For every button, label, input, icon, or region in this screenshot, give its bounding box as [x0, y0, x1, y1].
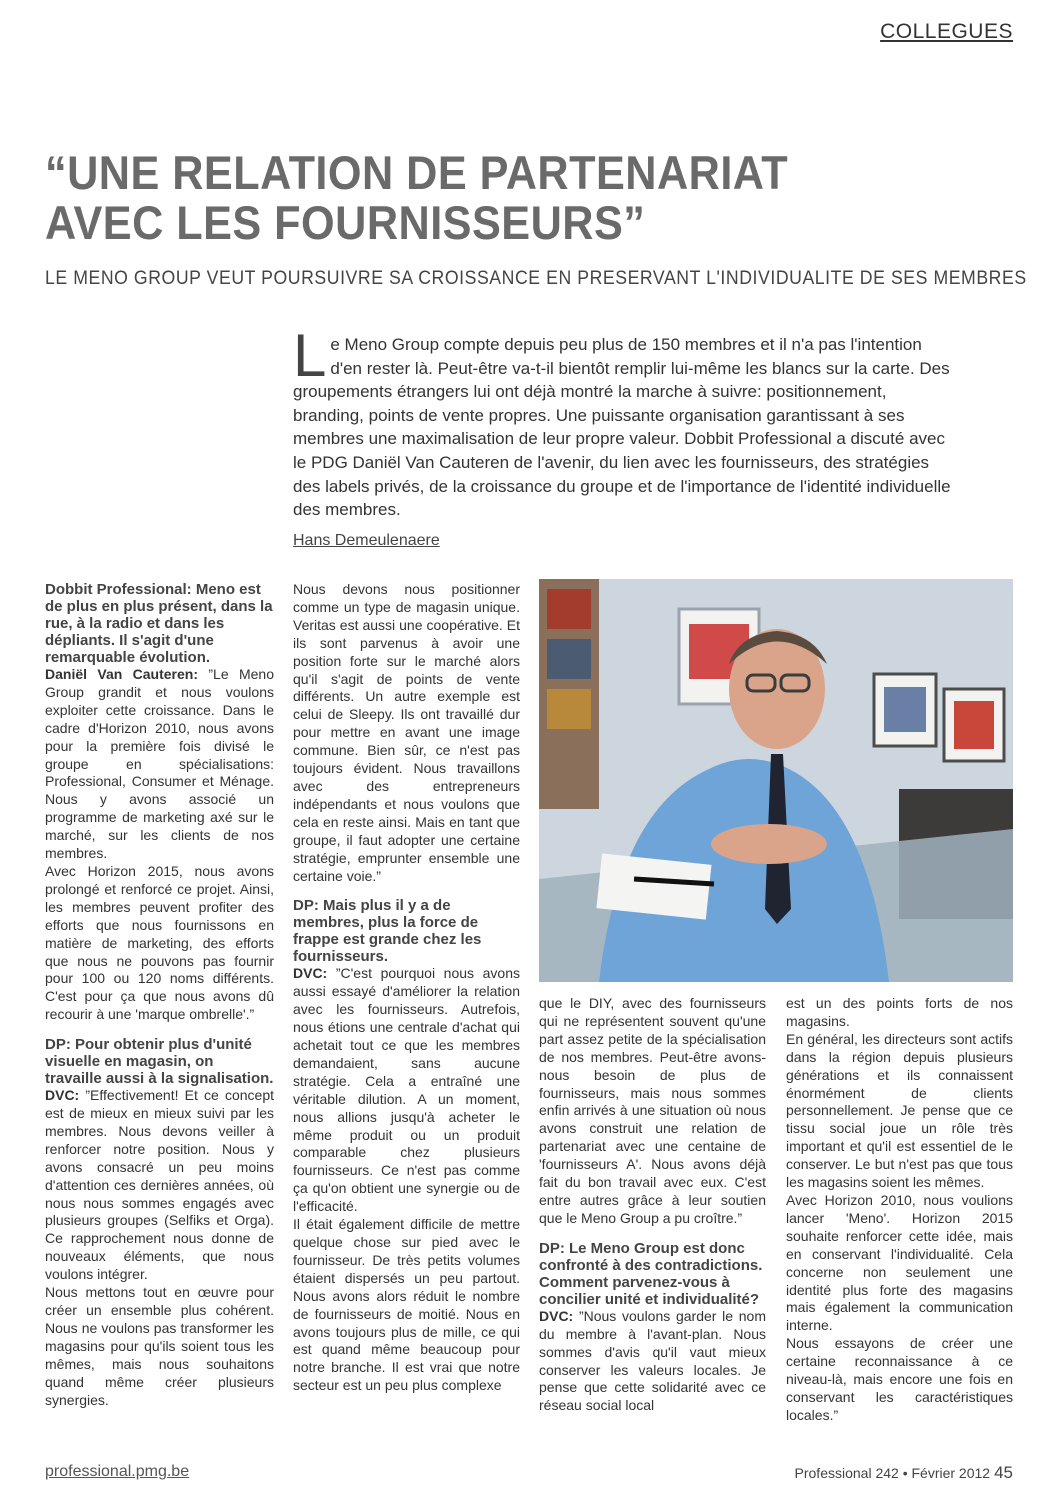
answer-3-paragraph-2: Il était également difficile de mettre quelque chose sur pied avec le fournisseur. De très petits volumes étaient dispersés un peu partout. Nous avons alors réduit le nombre de fournisseurs de moitié. Nous en avons toujours plus de mille, ce qui est quand même beaucoup pour notre branche. Il est vrai que notre secteur est un peu plus complexe: [293, 1216, 520, 1394]
column-2: [293, 581, 520, 1395]
question-1: Dobbit Professional: Meno est de plus en plus présent, dans la rue, à la radio et dans les dépliants. Il s'agit d'une remarquable évolution.: [45, 581, 273, 666]
answer-text: ”C'est pourquoi nous avons aussi essayé d'améliorer la relation avec les fournisseurs. Autrefois, nous étions une centrale d'achat qui achetait tout ce que les membres demandaient, sans aucune stratégie. Cela a entraîné une véritable dilution. A un moment, nous allions jusqu'à acheter le même produit ou un produit comparable chez plusieurs fournisseurs. Ce n'est pas comme ça qu'on obtient une synergie ou de l'efficacité.: [293, 965, 520, 1215]
footer-issue: [795, 1463, 1013, 1483]
section-label: COLLEGUES: [880, 20, 1013, 43]
column-1: [45, 581, 274, 1409]
answer-text: ”Le Meno Group grandit et nous voulons exploiter cette croissance. Dans le cadre d'Horizon 2010, nous avons pour la première fois divisé le groupe en spécialisations: Professional, Consumer et Ménage. Nous y avons associé un programme de marketing axé sur le marché, sur les clients de nos membres.: [45, 666, 274, 862]
article-subtitle: LE MENO GROUP VEUT POURSUIVRE SA CROISSANCE EN PRESERVANT L'INDIVIDUALITE DE SES MEMBRES: [45, 268, 1027, 289]
portrait-illustration: [539, 579, 1013, 982]
column-4: [786, 995, 1013, 1425]
question-3: DP: Mais plus il y a de membres, plus la force de frappe est grande chez les fournisseurs.: [293, 897, 482, 966]
drop-cap: L: [293, 322, 327, 389]
column-3: [539, 995, 766, 1415]
issue-info: Professional 242 • Février 2012: [794, 1465, 991, 1481]
paragraph: Avec Horizon 2010, nous voulions lancer 'Meno'. Horizon 2015 souhaite renforcer cette idée, mais en conservant l'individualité. Cela concerne non seulement une identité plus forte des magasins mais également la communication interne.: [786, 1191, 1013, 1334]
lead-text: e Meno Group compte depuis peu plus de 150 membres et il n'a pas l'intention d'en rester là. Peut-être va-t-il bientôt remplir lui-même les blancs sur la carte. Des groupements étrangers lui ont déjà montré la marche à suivre: positionnement, branding, points de vente propres. Une puissante organisation garantissant à ses membres une maximalisation de leur propre valeur. Dobbit Professional a discuté avec le PDG Daniël Van Cauteren de l'avenir, du lien avec les fournisseurs, des stratégies des labels privés, de la croissance du groupe et de l'importance de l'identité individuelle des membres.: [293, 335, 951, 520]
answer-1: [45, 666, 274, 863]
speaker-label: DVC:: [45, 1087, 80, 1104]
title-line-1: “UNE RELATION DE PARTENARIAT: [45, 146, 789, 199]
footer-website-link[interactable]: professional.pmg.be: [45, 1463, 190, 1480]
paragraph: Nous essayons de créer une certaine reconnaissance à ce niveau-là, mais encore une fois en conservant les caractéristiques locales.”: [786, 1335, 1013, 1423]
page-number: 45: [994, 1463, 1013, 1482]
answer-text: ”Effectivement! Et ce concept est de mieux en mieux suivi par les membres. Nous devons veiller à renforcer notre position. Nous y avons consacré un peu moins d'attention ces dernières années, où nous nous sommes engagés avec plusieurs groupes (Selfiks et Orga). Ce rapprochement nous donne de nouveaux éléments, que nous voulons intégrer.: [45, 1087, 274, 1283]
question-2: DP: Pour obtenir plus d'unité visuelle en magasin, on travaille aussi à la signalisation.: [45, 1036, 274, 1088]
answer-2-paragraph-2: Nous mettons tout en œuvre pour créer un ensemble plus cohérent. Nous ne voulons pas transformer les magasins pour qu'ils soient tous les mêmes, mais nous souhaitons quand même créer plusieurs synergies.: [45, 1284, 274, 1408]
portrait-photo: [539, 579, 1013, 982]
answer-3: [293, 965, 520, 1216]
answer-2: [45, 1087, 274, 1284]
paragraph: est un des points forts de nos magasins.: [786, 995, 1013, 1029]
question-4: DP: Le Meno Group est donc confronté à des contradictions. Comment parvenez-vous à concilier unité et individualité?: [539, 1239, 763, 1308]
article-title: [45, 148, 947, 248]
title-line-2: AVEC LES FOURNISSEURS”: [45, 196, 646, 249]
speaker-label: DVC:: [293, 965, 328, 982]
answer-4: [539, 1308, 766, 1415]
speaker-label: Daniël Van Cauteren:: [45, 666, 198, 682]
speaker-label: DVC:: [539, 1307, 574, 1324]
author-byline: Hans Demeulenaere: [293, 532, 440, 549]
answer-1-paragraph-2: Avec Horizon 2015, nous avons prolongé et renforcé ce projet. Ainsi, les membres peuvent profiter des efforts que nous fournissons en matière de marketing, des efforts que nous ne pouvons pas fournir pour 100 ou 120 noms différents. C'est pour ça que nous avons dû recourir à une 'marque ombrelle'.”: [45, 862, 274, 1023]
paragraph: En général, les directeurs sont actifs dans la région depuis plusieurs générations et ils connaissent énormément de clients personnellement. Je pense que ce tissu social joue un rôle très important et qu'il est essentiel de le conserver. Le but n'est pas que tous les magasins soient les mêmes.: [786, 1030, 1013, 1191]
paragraph: Nous devons nous positionner comme un type de magasin unique. Veritas est aussi une coopérative. Et ils sont parvenus à avoir une position forte sur le marché alors qu'il s'agit de points de vente différents. Un autre exemple est celui de Sleepy. Ils ont travaillé dur pour mettre en avant une image commune. Bien sûr, ce n'est pas toujours évident. Nous travaillons avec des entrepreneurs indépendants et nous voulons que cela en reste ainsi. Mais en tant que groupe, il faut adopter une certaine stratégie, emprunter ensemble une certaine voie.”: [293, 581, 520, 884]
answer-text: ”Nous voulons garder le nom du membre à l'avant-plan. Nous sommes d'avis qu'il vaut mieux conserver les valeurs locales. Je pense que cette solidarité avec ce réseau social local: [539, 1307, 766, 1414]
lead-paragraph: [293, 322, 953, 522]
paragraph: que le DIY, avec des fournisseurs qui ne représentent souvent qu'une part assez petite de la spécialisation de nos membres. Peut-être avons-nous besoin de plus de fournisseurs, mais nous sommes enfin arrivés à une situation où nous avons construit une relation de partenariat avec une centaine de 'fournisseurs A'. Nous avons déjà fait du bon travail avec eux. C'est entre autres grâce à leur soutien que le Meno Group a pu croître.”: [539, 995, 766, 1226]
